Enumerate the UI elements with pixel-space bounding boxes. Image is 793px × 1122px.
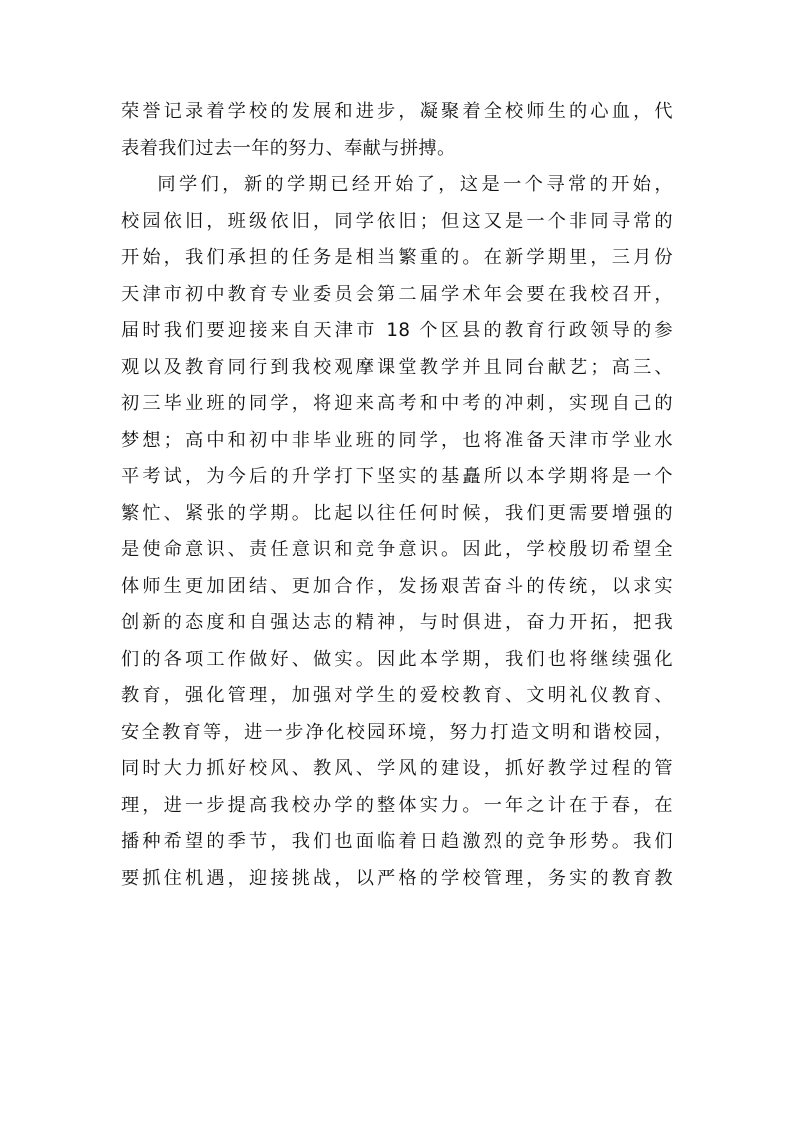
text-line: 要抓住机遇，迎接挑战，以严格的学校管理，务实的教育教 (121, 867, 673, 889)
text-line: 天津市初中教育专业委员会第二届学术年会要在我校召开， (121, 283, 673, 305)
text-line: 初三毕业班的同学，将迎来高考和中考的冲刺，实现自己的 (121, 393, 673, 414)
text-line: 梦想；高中和初中非毕业班的同学，也将准备天津市学业水 (121, 429, 673, 451)
text-line: 表着我们过去一年的努力、奉献与拼搏。 (121, 137, 456, 159)
text-line: 届时我们要迎接来自天津市 18 个区县的教育行政领导的参 (121, 320, 673, 341)
text-line: 创新的态度和自强达志的精神，与时俱进，奋力开拓，把我 (121, 612, 673, 633)
text-line: 理，进一步提高我校办学的整体实力。一年之计在于春，在 (121, 794, 673, 816)
text-line: 平考试，为今后的升学打下坚实的基矗所以本学期将是一个 (121, 466, 673, 487)
text-line: 同学们，新的学期已经开始了，这是一个寻常的开始， (157, 174, 673, 195)
text-line: 体师生更加团结、更加合作，发扬艰苦奋斗的传统，以求实 (121, 575, 673, 597)
text-line: 繁忙、紧张的学期。比起以往任何时候，我们更需要增强的 (121, 502, 673, 524)
text-line: 们的各项工作做好、做实。因此本学期，我们也将继续强化 (121, 648, 673, 670)
text-line: 教育，强化管理，加强对学生的爱校教育、文明礼仪教育、 (121, 685, 673, 706)
text-line: 播种希望的季节，我们也面临着日趋激烈的竞争形势。我们 (121, 831, 673, 852)
paragraph-1 (121, 94, 673, 167)
text-line: 观以及教育同行到我校观摩课堂教学并且同台献艺；高三、 (121, 356, 673, 378)
text-line: 安全教育等，进一步净化校园环境，努力打造文明和谐校园， (121, 721, 673, 743)
text-line: 校园依旧，班级依旧，同学依旧；但这又是一个非同寻常的 (121, 210, 673, 232)
paragraph-2 (121, 167, 673, 897)
text-line: 同时大力抓好校风、教风、学风的建设，抓好教学过程的管 (121, 758, 673, 779)
text-line: 开始，我们承担的任务是相当繁重的。在新学期里，三月份 (121, 247, 673, 268)
text-line: 是使命意识、责任意识和竞争意识。因此，学校殷切希望全 (121, 539, 673, 560)
text-line: 荣誉记录着学校的发展和进步，凝聚着全校师生的心血，代 (121, 101, 673, 122)
document-page (121, 94, 673, 897)
